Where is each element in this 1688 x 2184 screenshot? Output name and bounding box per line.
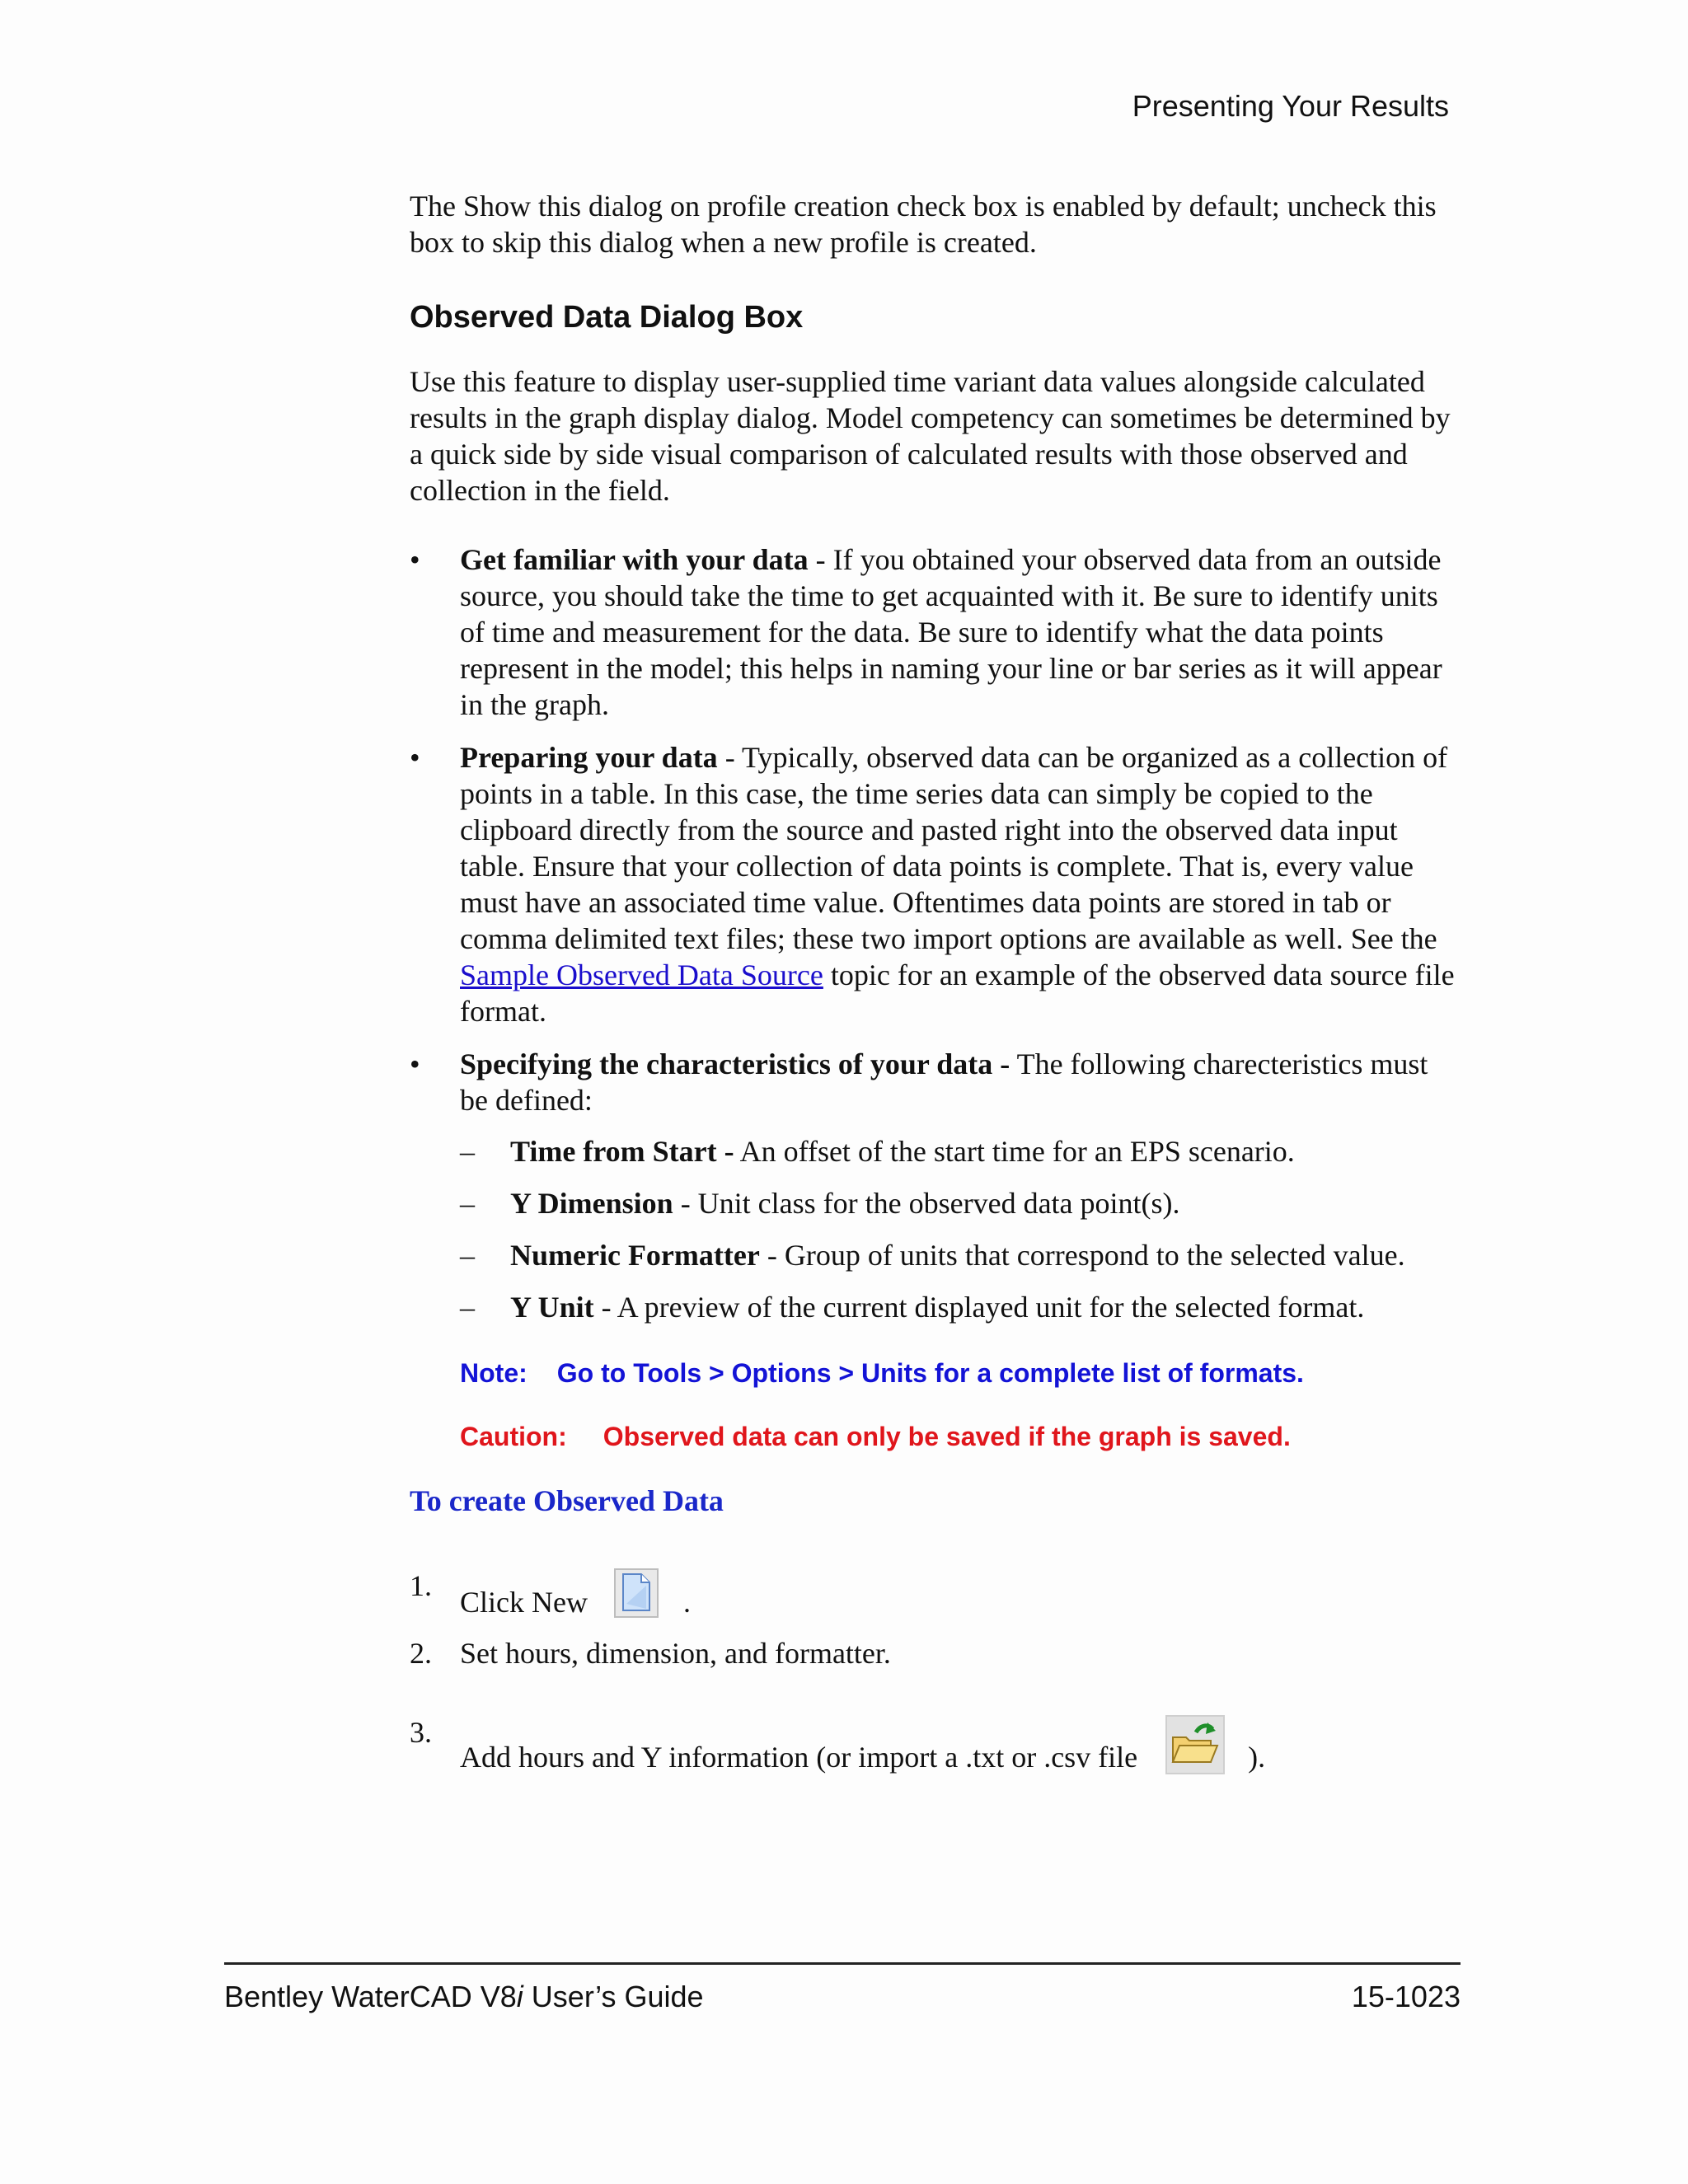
sub-item-term: Time from Start - [510,1135,734,1168]
step-number: 1. [410,1569,432,1602]
step-1 [410,1568,1456,1620]
bullet-preparing [410,739,1456,1029]
step-3 [410,1714,1456,1775]
step-2 [410,1635,1456,1671]
dash-mark: – [460,1135,475,1168]
dash-mark: – [460,1187,475,1220]
footer-guide-title [224,1980,704,2014]
bullet-text: - Typically, observed data can be organized as a collection of points in a table. In this case, the time series data can simply be copied to the clipboard directly from the source and pasted right into the observed data input table. Ensure that your collection of data points is complete. That is, every value must have an associated time value. Oftentimes data points are stored in tab or comma delimited text files; these two import options are available as well. See the [460,741,1448,955]
sub-item-text: - Group of units that correspond to the selected value. [759,1239,1405,1272]
step-number: 2. [410,1637,432,1670]
footer-guide-suffix: User’s Guide [523,1980,704,2013]
bullet-text: - If you obtained your observed data from an outside source, you should take the time to get acquainted with it. Be sure to identify units of time and measurement for the data. Be sure to identify what the data points represent in the model; this helps in naming your line or bar series as it will appear in the graph. [460,543,1442,721]
bullet-text: The following charecteristics must be defined: [460,1047,1428,1117]
step-text: Click New [460,1586,588,1619]
procedure-heading: To create Observed Data [410,1484,724,1517]
note-block [410,1358,1456,1389]
bullet-mark: • [410,1047,420,1080]
sub-item-text: - A preview of the current displayed unit for the selected format. [593,1291,1365,1324]
sub-item-term: Y Unit [510,1291,594,1324]
intro-paragraph: The Show this dialog on profile creation check box is enabled by default; uncheck this box to skip this dialog when a new profile is created. [410,190,1437,259]
dash-mark: – [460,1239,475,1272]
sample-data-source-link[interactable]: Sample Observed Data Source [460,958,823,991]
step-text: Add hours and Y information (or import a .txt or .csv file [460,1741,1138,1774]
sub-item-numeric-formatter [410,1237,1456,1273]
section-heading: Observed Data Dialog Box [410,300,804,335]
bullet-term: Preparing your data [460,741,718,774]
caution-label: Caution: [460,1422,567,1451]
sub-item-term: Y Dimension [510,1187,673,1220]
sub-item-y-unit [410,1289,1456,1325]
sub-item-text: - Unit class for the observed data point(s). [673,1187,1180,1220]
new-document-icon[interactable] [613,1568,659,1620]
bullet-mark: • [410,543,420,576]
section-description: Use this feature to display user-supplied time variant data values alongside calculated results in the graph display dialog. Model competency can sometimes be determined by a quick side by side visual comparison of calculated results with those observed and collection in the field. [410,365,1451,507]
bullet-text-after: topic for an example of the observed data source file format. [460,958,1455,1028]
caution-text: Observed data can only be saved if the graph is saved. [603,1422,1291,1451]
footer-guide-italic: i [516,1980,523,2013]
step-suffix: ). [1248,1741,1266,1774]
step-number: 3. [410,1716,432,1749]
sub-item-y-dimension [410,1185,1456,1221]
footer-rule [224,1962,1461,1965]
bullet-mark: • [410,741,420,774]
page-content [410,188,1456,1775]
footer-page-number: 15-1023 [1351,1980,1461,2013]
step-text: Set hours, dimension, and formatter. [460,1637,891,1670]
sub-item-time-from-start [410,1133,1456,1169]
caution-block [410,1422,1456,1452]
running-header: Presenting Your Results [1132,89,1449,123]
import-folder-icon[interactable] [1165,1714,1226,1775]
sub-item-text: An offset of the start time for an EPS scenario. [734,1135,1295,1168]
bullet-term: Get familiar with your data [460,543,809,576]
bullet-familiar [410,541,1456,723]
dash-mark: – [460,1291,475,1324]
note-label: Note: [460,1358,528,1388]
bullet-specifying [410,1046,1456,1118]
bullet-term: Specifying the characteristics of your data - [460,1047,1010,1080]
step-suffix: . [682,1586,691,1619]
note-text: Go to Tools > Options > Units for a complete list of formats. [556,1358,1304,1388]
footer-guide-prefix: Bentley WaterCAD V8 [224,1980,517,2013]
sub-item-term: Numeric Formatter [510,1239,760,1272]
